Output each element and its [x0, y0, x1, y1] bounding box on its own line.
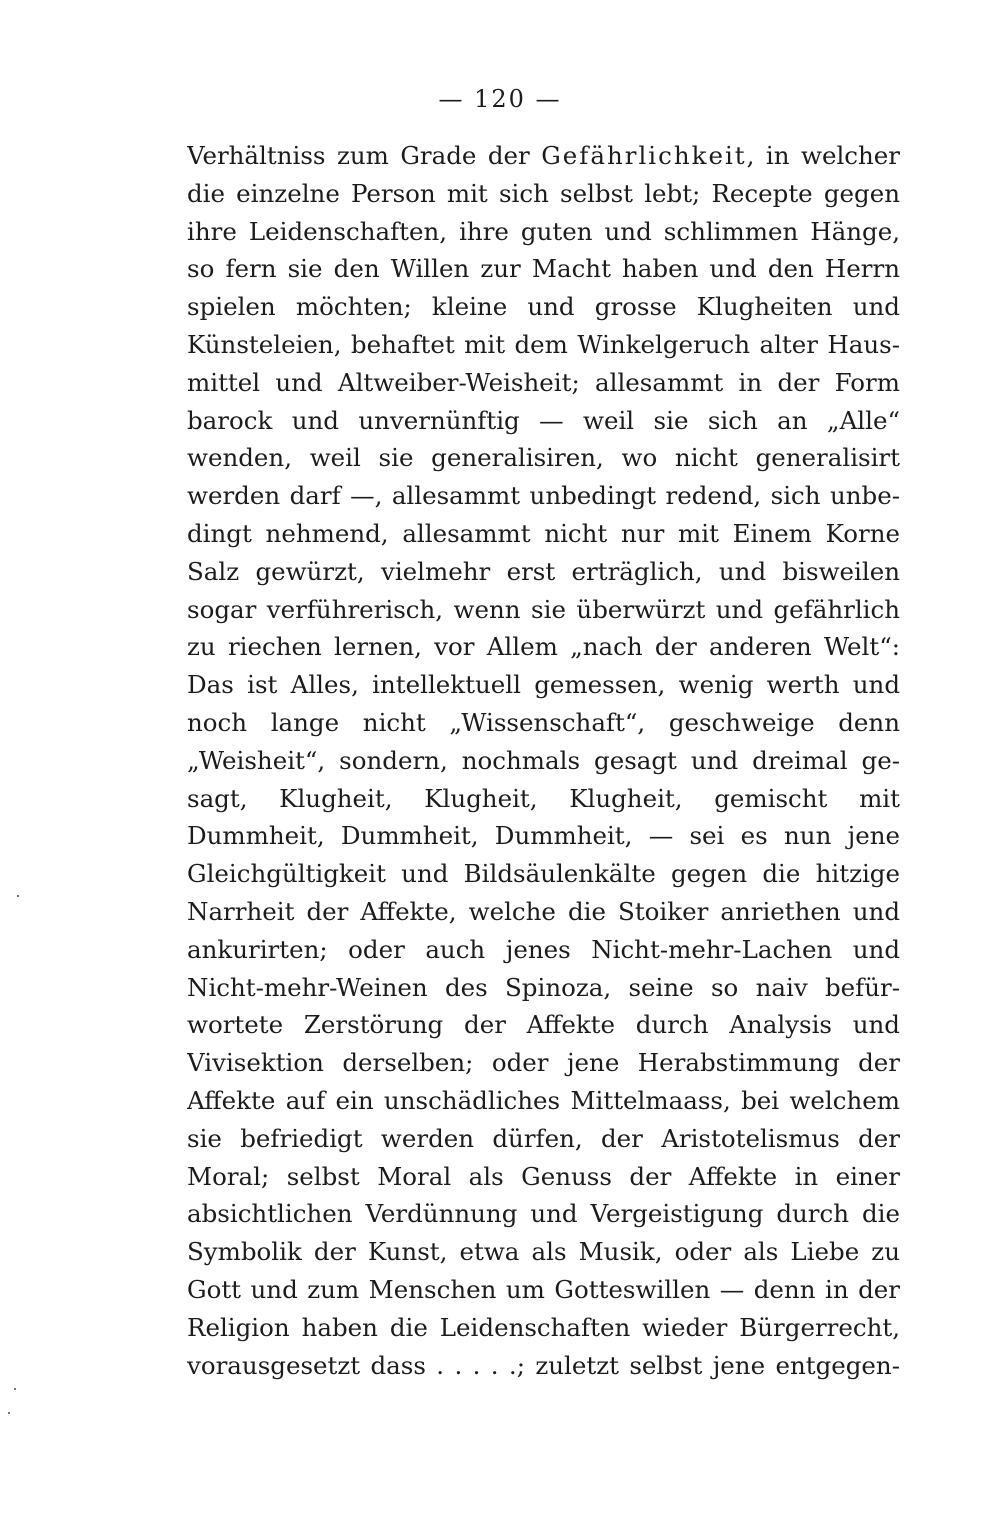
text-segment: wenden, weil sie generalisiren, wo nicht generalisirt	[187, 443, 900, 473]
scan-speck	[8, 1412, 10, 1414]
text-line	[187, 1195, 900, 1233]
text-line	[187, 250, 900, 288]
text-line	[187, 402, 900, 440]
text-segment: Verhältniss zum Grade der	[187, 141, 542, 170]
text-segment: sagt, Klugheit, Klugheit, Klugheit, gemischt mit	[187, 783, 900, 813]
text-line	[187, 591, 900, 629]
text-segment: Symbolik der Kunst, etwa als Musik, oder als Liebe zu	[187, 1237, 900, 1267]
text-line	[187, 1233, 900, 1271]
text-line	[187, 553, 900, 591]
text-segment: mittel und Altweiber-Weisheit; allesammt in der Form	[187, 367, 900, 397]
scan-speck	[17, 895, 19, 897]
text-line	[187, 1120, 900, 1158]
text-line	[187, 931, 900, 969]
text-segment: noch lange nicht „Wissenschaft“, geschweige denn	[187, 707, 900, 737]
text-segment: Nicht-mehr-Weinen des Spinoza, seine so naiv befür-	[187, 972, 900, 1002]
text-line	[187, 213, 900, 251]
text-segment: sogar verführerisch, wenn sie überwürzt und gefährlich	[187, 594, 900, 624]
text-segment: wortete Zerstörung der Affekte durch Analysis und	[187, 1010, 900, 1040]
text-segment: Das ist Alles, intellektuell gemessen, wenig werth und	[187, 670, 900, 700]
text-segment: Gleichgültigkeit und Bildsäulenkälte gegen die hitzige	[187, 859, 900, 889]
text-line	[187, 855, 900, 893]
text-segment: Dummheit, Dummheit, Dummheit, — sei es nun jene	[187, 821, 900, 851]
text-line	[187, 364, 900, 402]
scan-speck	[14, 1388, 16, 1390]
text-line	[187, 477, 900, 515]
text-segment: werden darf —, allesammt unbedingt redend, sich unbe-	[187, 481, 900, 511]
text-line	[187, 1309, 900, 1347]
text-line	[187, 137, 900, 175]
text-line	[187, 1082, 900, 1120]
text-segment: spielen möchten; kleine und grosse Klugheiten und	[187, 292, 900, 322]
text-line	[187, 439, 900, 477]
text-segment: zu riechen lernen, vor Allem „nach der anderen Welt“:	[187, 632, 900, 662]
text-line	[187, 326, 900, 364]
text-segment: die einzelne Person mit sich selbst lebt; Recepte gegen	[187, 178, 900, 208]
text-segment: Narrheit der Affekte, welche die Stoiker anriethen und	[187, 896, 900, 926]
text-line	[187, 704, 900, 742]
text-segment: Religion haben die Leidenschaften wieder Bürgerrecht,	[187, 1312, 900, 1342]
text-line	[187, 969, 900, 1007]
page-number: — 120 —	[438, 85, 562, 113]
text-segment: vorausgesetzt dass . . . . .; zuletzt selbst jene entgegen-	[187, 1350, 900, 1380]
text-segment: dingt nehmend, allesammt nicht nur mit Einem Korne	[187, 518, 900, 548]
text-line	[187, 666, 900, 704]
text-segment: Künsteleien, behaftet mit dem Winkelgeruch alter Haus-	[187, 329, 900, 359]
text-line	[187, 175, 900, 213]
text-line	[187, 1006, 900, 1044]
text-line	[187, 893, 900, 931]
text-segment: Vivisektion derselben; oder jene Herabstimmung der	[187, 1048, 900, 1078]
text-segment: barock und unvernünftig — weil sie sich an „Alle“	[187, 405, 900, 435]
text-segment: Salz gewürzt, vielmehr erst erträglich, und bisweilen	[187, 556, 900, 586]
text-segment: absichtlichen Verdünnung und Vergeistigung durch die	[187, 1199, 900, 1229]
text-line	[187, 1347, 900, 1385]
text-segment: Gott und zum Menschen um Gotteswillen — denn in der	[187, 1274, 900, 1304]
text-line	[187, 1044, 900, 1082]
text-line	[187, 1271, 900, 1309]
text-segment: ihre Leidenschaften, ihre guten und schlimmen Hänge,	[187, 216, 900, 246]
text-line	[187, 780, 900, 818]
text-line	[187, 1158, 900, 1196]
emphasized-text: Gefährlichkeit	[541, 141, 747, 170]
text-line	[187, 742, 900, 780]
text-segment: ankurirten; oder auch jenes Nicht-mehr-Lachen und	[187, 934, 900, 964]
text-line	[187, 817, 900, 855]
text-segment: Moral; selbst Moral als Genuss der Affekte in einer	[187, 1161, 900, 1191]
text-line	[187, 288, 900, 326]
body-text	[187, 137, 900, 1384]
text-segment: , in welcher	[746, 141, 900, 170]
text-segment: „Weisheit“, sondern, nochmals gesagt und dreimal ge-	[187, 745, 900, 775]
text-line	[187, 628, 900, 666]
text-line	[187, 515, 900, 553]
text-segment: so fern sie den Willen zur Macht haben und den Herrn	[187, 254, 900, 284]
text-segment: sie befriedigt werden dürfen, der Aristotelismus der	[187, 1123, 900, 1153]
text-segment: Affekte auf ein unschädliches Mittelmaass, bei welchem	[187, 1085, 900, 1115]
